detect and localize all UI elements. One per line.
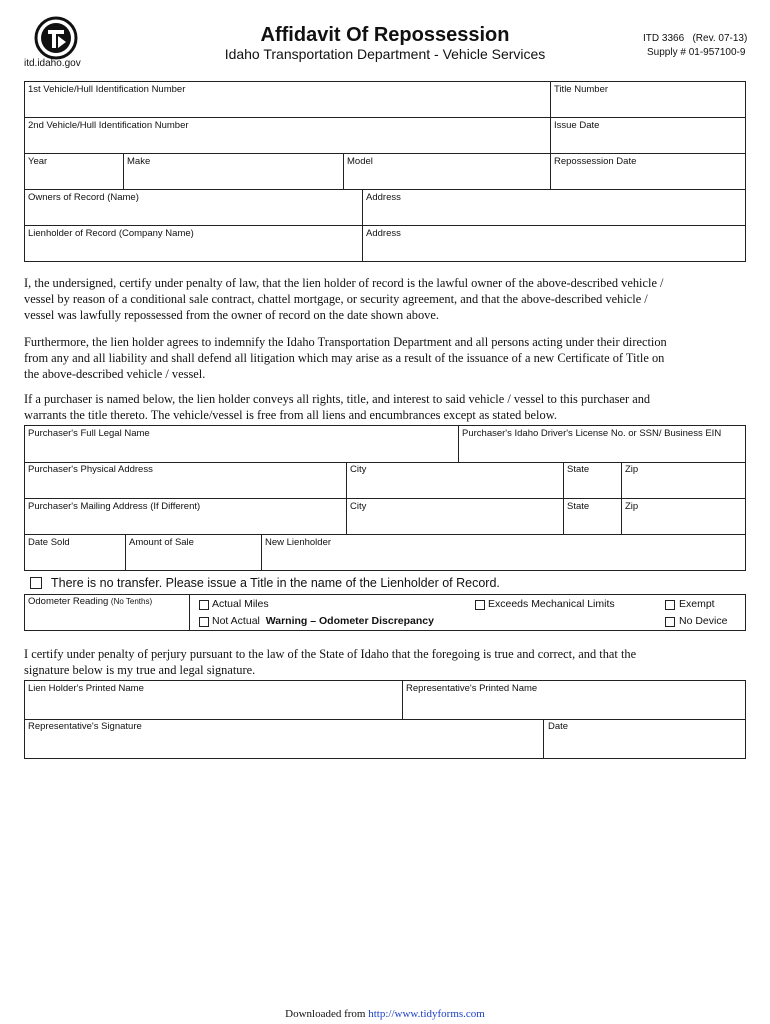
exempt-label: Exempt [679, 598, 715, 610]
date-sold-field[interactable]: Date Sold [28, 537, 70, 548]
city1-field[interactable]: City [350, 464, 367, 475]
new-lienholder-field[interactable]: New Lienholder [265, 537, 332, 548]
purchaser-paragraph: If a purchaser is named below, the lien holder conveys all rights, title, and interest to said vehicle / vessel to this purchaser and warrants the title thereto. The vehicle/vessel is free from all liens and encumbrances except as stated below. [24, 392, 651, 422]
amount-of-sale-field[interactable]: Amount of Sale [129, 537, 194, 548]
vin1-field[interactable]: 1st Vehicle/Hull Identification Number [28, 84, 186, 95]
lienholder-of-record-field[interactable]: Lienholder of Record (Company Name) [28, 228, 194, 239]
model-field[interactable]: Model [347, 156, 373, 167]
actual-miles-label: Actual Miles [212, 598, 269, 610]
exceeds-limits-checkbox[interactable] [475, 600, 485, 610]
supply-number: Supply # 01-957100-9 [647, 47, 746, 58]
not-actual-label: Not Actual Warning – Odometer Discrepancy [212, 615, 434, 627]
repossession-date-field[interactable]: Repossession Date [554, 156, 637, 167]
actual-miles-checkbox[interactable] [199, 600, 209, 610]
representative-printed-name-field[interactable]: Representative's Printed Name [406, 683, 538, 694]
lienholder-address-field[interactable]: Address [366, 228, 401, 239]
lien-holder-printed-name-field[interactable]: Lien Holder's Printed Name [28, 683, 144, 694]
owners-of-record-field[interactable]: Owners of Record (Name) [28, 192, 139, 203]
form-subtitle: Idaho Transportation Department - Vehicle Services [224, 46, 546, 62]
exceeds-limits-label: Exceeds Mechanical Limits [488, 598, 615, 610]
no-transfer-checkbox[interactable] [30, 577, 42, 589]
mailing-address-field[interactable]: Purchaser's Mailing Address (If Different) [28, 501, 201, 512]
no-transfer-label: There is no transfer. Please issue a Title in the name of the Lienholder of Record. [51, 576, 500, 590]
physical-address-field[interactable]: Purchaser's Physical Address [28, 464, 153, 475]
indemnity-paragraph: Furthermore, the lien holder agrees to indemnify the Idaho Transportation Department and all persons acting under their direction from any and all liability and shall defend all litigation which may arise as a result of the issuance of a new Certificate of Title on the above-described vehicle / vessel. [24, 335, 667, 381]
exempt-checkbox[interactable] [665, 600, 675, 610]
download-footer: Downloaded from http://www.tidyforms.com [285, 1008, 485, 1020]
state2-field[interactable]: State [567, 501, 590, 512]
zip1-field[interactable]: Zip [625, 464, 639, 475]
owners-address-field[interactable]: Address [366, 192, 401, 203]
representative-signature-field[interactable]: Representative's Signature [28, 721, 142, 732]
perjury-certification: I certify under penalty of perjury pursuant to the law of the State of Idaho that the foregoing is true and correct, and that the signature below is my true and legal signature. [24, 647, 637, 677]
vin2-field[interactable]: 2nd Vehicle/Hull Identification Number [28, 120, 189, 131]
title-number-field[interactable]: Title Number [554, 84, 609, 95]
odometer-reading-label: Odometer Reading (No Tenths) [28, 596, 153, 607]
make-field[interactable]: Make [127, 156, 151, 167]
purchaser-name-field[interactable]: Purchaser's Full Legal Name [28, 428, 150, 439]
city2-field[interactable]: City [350, 501, 367, 512]
purchaser-license-field[interactable]: Purchaser's Idaho Driver's License No. or SSN/ Business EIN [462, 428, 722, 439]
issue-date-field[interactable]: Issue Date [554, 120, 600, 131]
form-number: ITD 3366 (Rev. 07-13) [643, 33, 748, 44]
website-label: itd.idaho.gov [24, 58, 81, 69]
form-title: Affidavit Of Repossession [260, 24, 510, 46]
signature-date-field[interactable]: Date [548, 721, 569, 732]
no-device-label: No Device [679, 615, 728, 627]
not-actual-checkbox[interactable] [199, 617, 209, 627]
zip2-field[interactable]: Zip [625, 501, 639, 512]
year-field[interactable]: Year [28, 156, 48, 167]
state1-field[interactable]: State [567, 464, 590, 475]
certification-paragraph-1: I, the undersigned, certify under penalty of law, that the lien holder of record is the lawful owner of the above-described vehicle / vessel by reason of a conditional sale contract, chattel mortgage, or security agreement, and that the above-described vehicle / vessel was lawfully repossessed from the owner of record on the date shown above. [24, 276, 664, 322]
odometer-warning: Warning – Odometer Discrepancy [265, 615, 434, 627]
tidyforms-link[interactable]: http://www.tidyforms.com [368, 1008, 485, 1020]
no-device-checkbox[interactable] [665, 617, 675, 627]
